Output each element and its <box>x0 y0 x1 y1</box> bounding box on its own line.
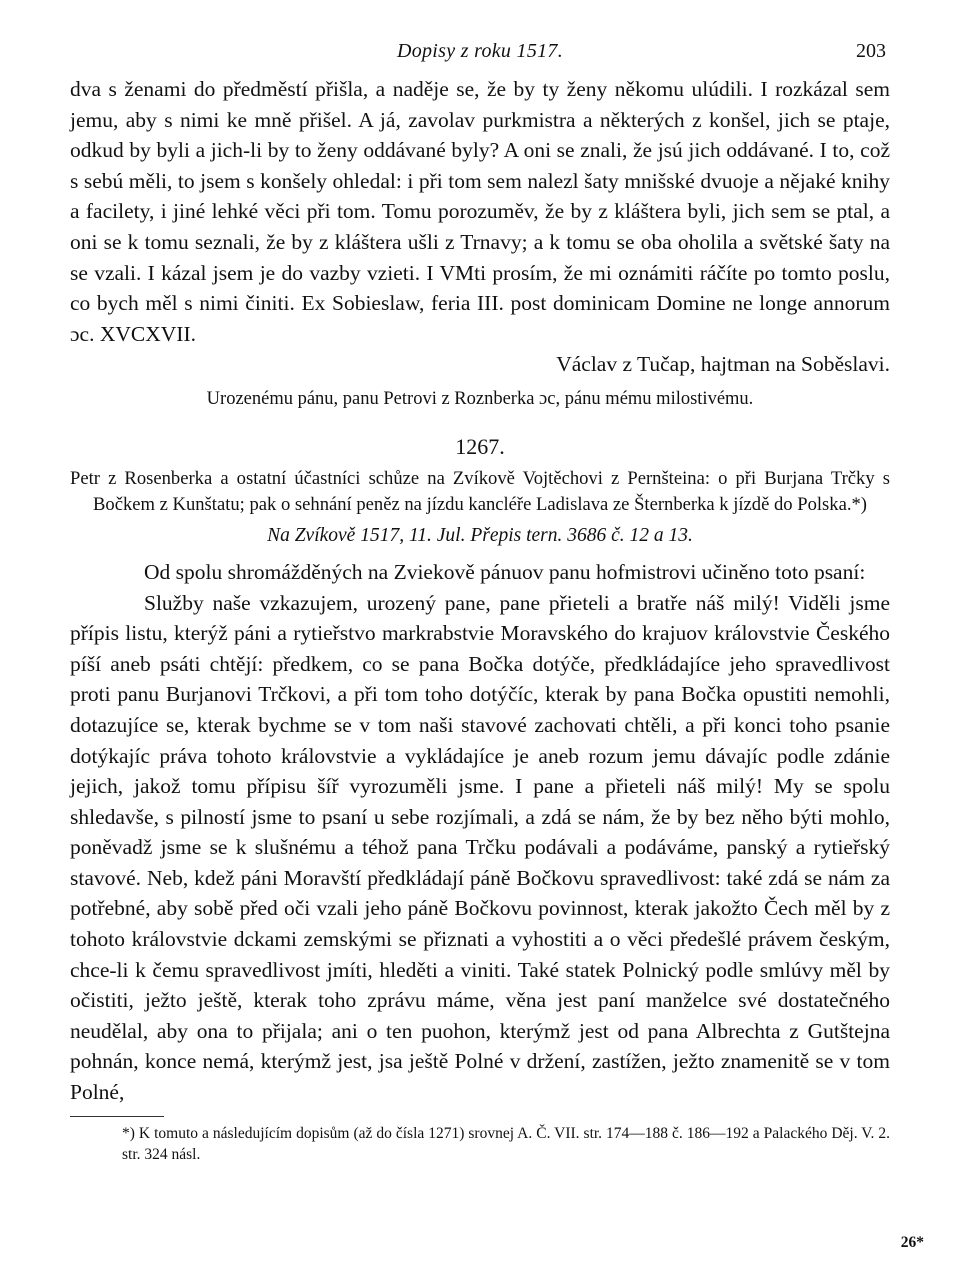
printer-signature-mark: 26* <box>900 1234 924 1251</box>
running-head <box>70 40 890 74</box>
document-source: Na Zvíkově 1517, 11. Jul. Přepis tern. 3686 č. 12 a 13. <box>267 524 693 546</box>
footnote: *) K tomuto a následujícím dopisům (až do čísla 1271) srovnej A. Č. VII. str. 174—188 č. 186—192 a Palackého Děj. V. 2. str. 324 násl. <box>122 1124 890 1163</box>
document-number: 1267. <box>455 433 505 459</box>
book-page <box>70 40 890 1260</box>
document-opening: Od spolu shromážděných na Zviekově pánuov panu hofmistrovi učiněno toto psaní: <box>144 559 866 584</box>
letter-signature: Václav z Tučap, hajtman na Soběslavi. <box>556 352 890 377</box>
page-number: 203 <box>856 40 886 62</box>
document-body: Služby naše vzkazujem, urozený pane, pane přieteli a bratře náš milý! Viděli jsme přípis listu, kterýž páni a rytieřstvo markrabstvie Moravského do krajuov královstvie Českého píší aneb psáti chtějí: předkem, co se pana Bočka dotýče, předkládajíce jeho spravedlivost proti panu Burjanovi Trčkovi, a při tom toho dotýčíc, kterak by pana Bočka opustiti nemohli, dotazujíce se, kterak bychme se v tom naši stavové zachovati chtěli, a při konci toho psanie dotýkajíc práva tohoto královstvie a vykládajíce je aneb rozum jemu dávajíc podle zdánie jejich, jakož tomu přípisu šíř vyrozuměli jsme. I pane a přieteli náš milý! My se spolu shledavše, s pilností jsme to psaní u sebe rozjímali, a zdá se nám, že by bez něho býti mohlo, poněvadž jsme se k slušnému a téhož pana Trčku podávali a podáváme, panský a rytieřský stavové. Neb, kdež páni Moravští předkládají páně Bočkovu spravedlivost: také zdá se nám za potřebné, aby sobě před oči vzali jeho páně Bočkovu povinnost, kterak jakožto Čech měl by z tohoto královstvie dckami zemskými se přiznati a vyhostiti a o věci předešlé právem českým, chce-li k čemu spravedlivost jmíti, hleděti a viniti. Také statek Polnický podle smlúvy měl by očistiti, ježto ještě, kterak toho zprávu máme, věna jest paní manželce své dostatečného neudělal, aby ona to přijala; ani o ten puohon, kterýmž jest od pana Albrechta z Gutštejna pohnán, konce nemá, kterýmž jest, jsa ještě Polné v držení, zastížen, ježto znamenitě se v tom Polné, <box>70 590 890 1105</box>
letter-address: Urozenému pánu, panu Petrovi z Roznberka ɔc, pánu mému milostivému. <box>206 388 754 409</box>
letter-continuation-text: dva s ženami do předměstí přišla, a naděje se, že by ty ženy někomu ulúdili. I rozkázal sem jemu, aby s nimi ke mně přišel. A já, zavolav purkmistra a některých z konšel, jich se ptaje, odkud by byli a jich-li by to ženy oddávané byly? A oni se znali, že jsú jich oddávané. I to, což s sebú měli, to jsem s konšely ohledal: i při tom sem nalezl šaty mnišské dvuoje a nějaké knihy a facilety, i jiné lehké věci při tom. Tomu porozuměv, že by z kláštera byli, jich sem se ptal, a oni se k tomu seznali, že by z kláštera ušli z Trnavy; a k tomu se oba oholila a světské šaty na se vzali. I kázal jsem je do vazby vzieti. I VMti prosím, že mi oznámiti ráčíte po tomto poslu, co bych měl s nimi činiti. Ex Sobieslaw, feria III. post dominicam Domine ne longe annorum ɔc. XVCXVII. <box>70 77 890 346</box>
document-summary: Petr z Rosenberka a ostatní účastníci schůze na Zvíkově Vojtěchovi z Pernšteina: o při Burjana Trčky s Bočkem z Kunštatu; pak o sehnání peněz na jízdu kancléře Ladislava ze Šternberka k jízdě do Polska.*) <box>70 467 890 515</box>
running-title: Dopisy z roku 1517. <box>396 40 564 62</box>
footnote-rule <box>70 1116 164 1117</box>
